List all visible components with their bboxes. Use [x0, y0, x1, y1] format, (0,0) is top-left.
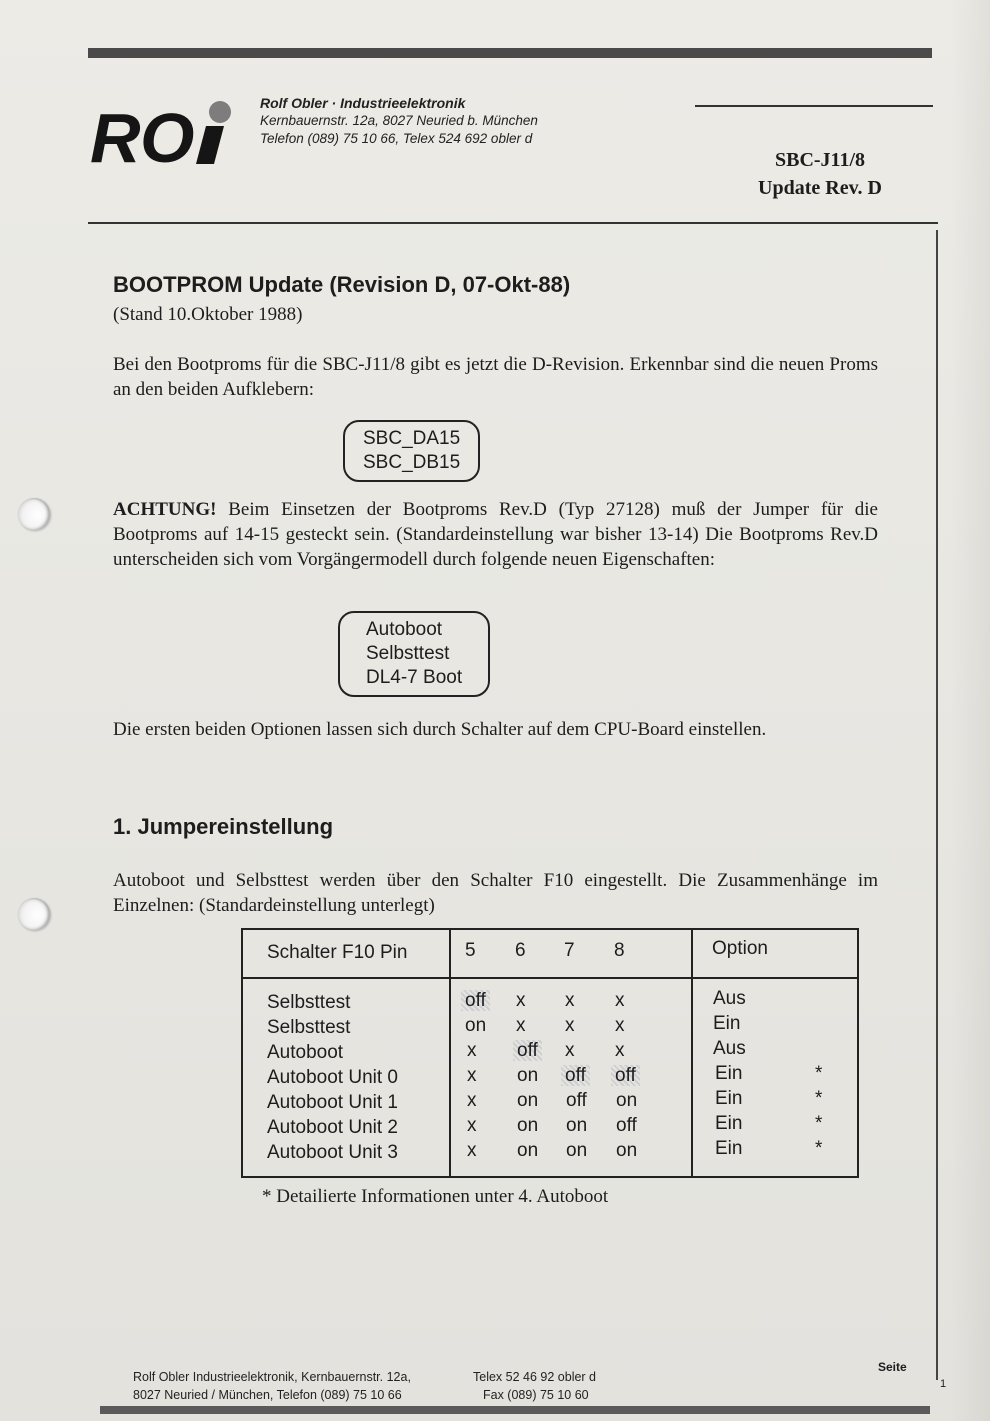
pin-value: on [517, 1140, 539, 1161]
option-value: Ein [715, 1113, 743, 1134]
header-rule [695, 105, 933, 107]
warning-paragraph [113, 497, 878, 572]
table-row-label: Autoboot [267, 1042, 344, 1063]
pin-value: x [467, 1040, 477, 1061]
pin-value: on [517, 1115, 539, 1136]
warning-text: Beim Einsetzen der Bootproms Rev.D (Typ 27128) muß der Jumper für die Bootproms auf 14-15 gesteckt sein. (Standardeinstellung war bisher 13-14) Die Bootproms Rev.D unterscheiden sich vom Vorgängermodell durch folgende neuen Eigenschaften: [113, 499, 878, 570]
warning-label: ACHTUNG! [113, 499, 217, 520]
footnote-star: * [815, 1063, 823, 1084]
options-note: Die ersten beiden Optionen lassen sich durch Schalter auf dem CPU-Board einstellen. [113, 719, 767, 740]
pin-header: 7 [564, 940, 575, 961]
footer-line: Rolf Obler Industrieelektronik, Kernbauernstr. 12a, [133, 1370, 411, 1384]
footer-line: Fax (089) 75 10 60 [483, 1388, 589, 1402]
prom-label: SBC_DA15 [363, 428, 461, 449]
doc-id-line1: SBC-J11/8 [774, 149, 866, 171]
page-title: BOOTPROM Update (Revision D, 07-Okt-88) [113, 272, 571, 297]
pin-value: on [616, 1140, 638, 1161]
page-label: Seite [878, 1360, 907, 1374]
punch-hole [18, 898, 50, 930]
pin-value: on [517, 1065, 539, 1086]
pin-value: off [616, 1115, 637, 1136]
footer-line: 8027 Neuried / München, Telefon (089) 75 10 66 [133, 1388, 402, 1402]
prom-labels-box [343, 420, 480, 482]
company-address: Kernbauernstr. 12a, 8027 Neuried b. München [260, 113, 538, 128]
table-row-label: Autoboot Unit 2 [267, 1117, 398, 1138]
frame-top-rule [88, 222, 938, 224]
table-divider [449, 930, 451, 1176]
footnote-star: * [815, 1088, 823, 1109]
feature-item: Autoboot [366, 619, 443, 640]
footer-address [133, 1368, 411, 1404]
pin-value: x [467, 1090, 477, 1111]
section-intro: Autoboot und Selbsttest werden über den Schalter F10 eingestellt. Die Zusammenhänge im Einzelnen: (Standardeinstellung unterlegt) [113, 870, 878, 916]
document-id [730, 146, 910, 202]
jumper-table [241, 928, 859, 1178]
frame-right-rule [936, 230, 938, 1380]
features-box [338, 611, 490, 697]
page-number: 1 [940, 1378, 947, 1390]
feature-item: Selbsttest [366, 643, 450, 664]
pin-value: x [467, 1065, 477, 1086]
option-value: Aus [713, 1038, 746, 1059]
pin-value: x [615, 990, 625, 1011]
option-value: Aus [713, 988, 746, 1009]
footnote-star: * [815, 1138, 823, 1159]
pin-value: x [516, 1015, 526, 1036]
pin-header: 8 [614, 940, 625, 961]
feature-item: DL4-7 Boot [366, 667, 463, 688]
svg-text:O: O [140, 100, 195, 168]
pin-value: x [565, 990, 575, 1011]
pin-value: off [513, 1040, 542, 1061]
prom-label: SBC_DB15 [363, 452, 461, 473]
table-header-label: Schalter F10 Pin [267, 942, 408, 963]
table-row-label: Selbsttest [267, 1017, 351, 1038]
top-rule [88, 48, 932, 58]
pin-value: off [561, 1065, 590, 1086]
pin-value: x [615, 1040, 625, 1061]
option-value: Ein [715, 1138, 743, 1159]
table-row-label: Autoboot Unit 0 [267, 1067, 398, 1088]
table-row-label: Selbsttest [267, 992, 351, 1013]
section-heading: 1. Jumpereinstellung [113, 814, 334, 839]
footnote-star: * [815, 1113, 823, 1134]
pin-value: off [461, 990, 490, 1011]
intro-paragraph: Bei den Bootproms für die SBC-J11/8 gibt es jetzt die D-Revision. Erkennbar sind die neuen Proms an den beiden Aufklebern: [113, 354, 878, 400]
pin-value: x [565, 1040, 575, 1061]
table-row-label: Autoboot Unit 1 [267, 1092, 398, 1113]
pin-value: off [611, 1065, 640, 1086]
pin-header: 6 [515, 940, 526, 961]
pin-value: x [615, 1015, 625, 1036]
pin-value: x [467, 1115, 477, 1136]
footer-line: Telex 52 46 92 obler d [473, 1370, 597, 1384]
punch-hole [18, 498, 50, 530]
company-block [260, 94, 538, 148]
table-header-divider [243, 977, 857, 979]
doc-id-line2: Update Rev. D [758, 177, 882, 199]
pin-value: on [517, 1090, 539, 1111]
table-divider [691, 930, 693, 1176]
pin-value: on [566, 1115, 588, 1136]
pin-header: 5 [465, 940, 476, 961]
page-edge-shadow [950, 0, 990, 1421]
pin-value: off [566, 1090, 587, 1111]
pin-value: on [465, 1015, 487, 1036]
pin-value: x [565, 1015, 575, 1036]
option-value: Ein [713, 1013, 741, 1034]
stand-date: (Stand 10.Oktober 1988) [113, 304, 303, 325]
roi-logo [88, 100, 238, 168]
footer-contact [473, 1368, 596, 1404]
svg-text:R: R [90, 100, 137, 168]
company-name: Rolf Obler · Industrieelektronik [260, 95, 466, 111]
pin-value: on [566, 1140, 588, 1161]
pin-value: x [516, 990, 526, 1011]
option-value: Ein [715, 1063, 743, 1084]
company-phone: Telefon (089) 75 10 66, Telex 524 692 obler d [260, 131, 533, 146]
table-footnote: * Detailierte Informationen unter 4. Autoboot [262, 1186, 609, 1207]
option-value: Ein [715, 1088, 743, 1109]
pin-value: on [616, 1090, 638, 1111]
table-row-label: Autoboot Unit 3 [267, 1142, 398, 1163]
option-header: Option [712, 938, 768, 959]
bottom-rule [100, 1406, 930, 1414]
pin-value: x [467, 1140, 477, 1161]
